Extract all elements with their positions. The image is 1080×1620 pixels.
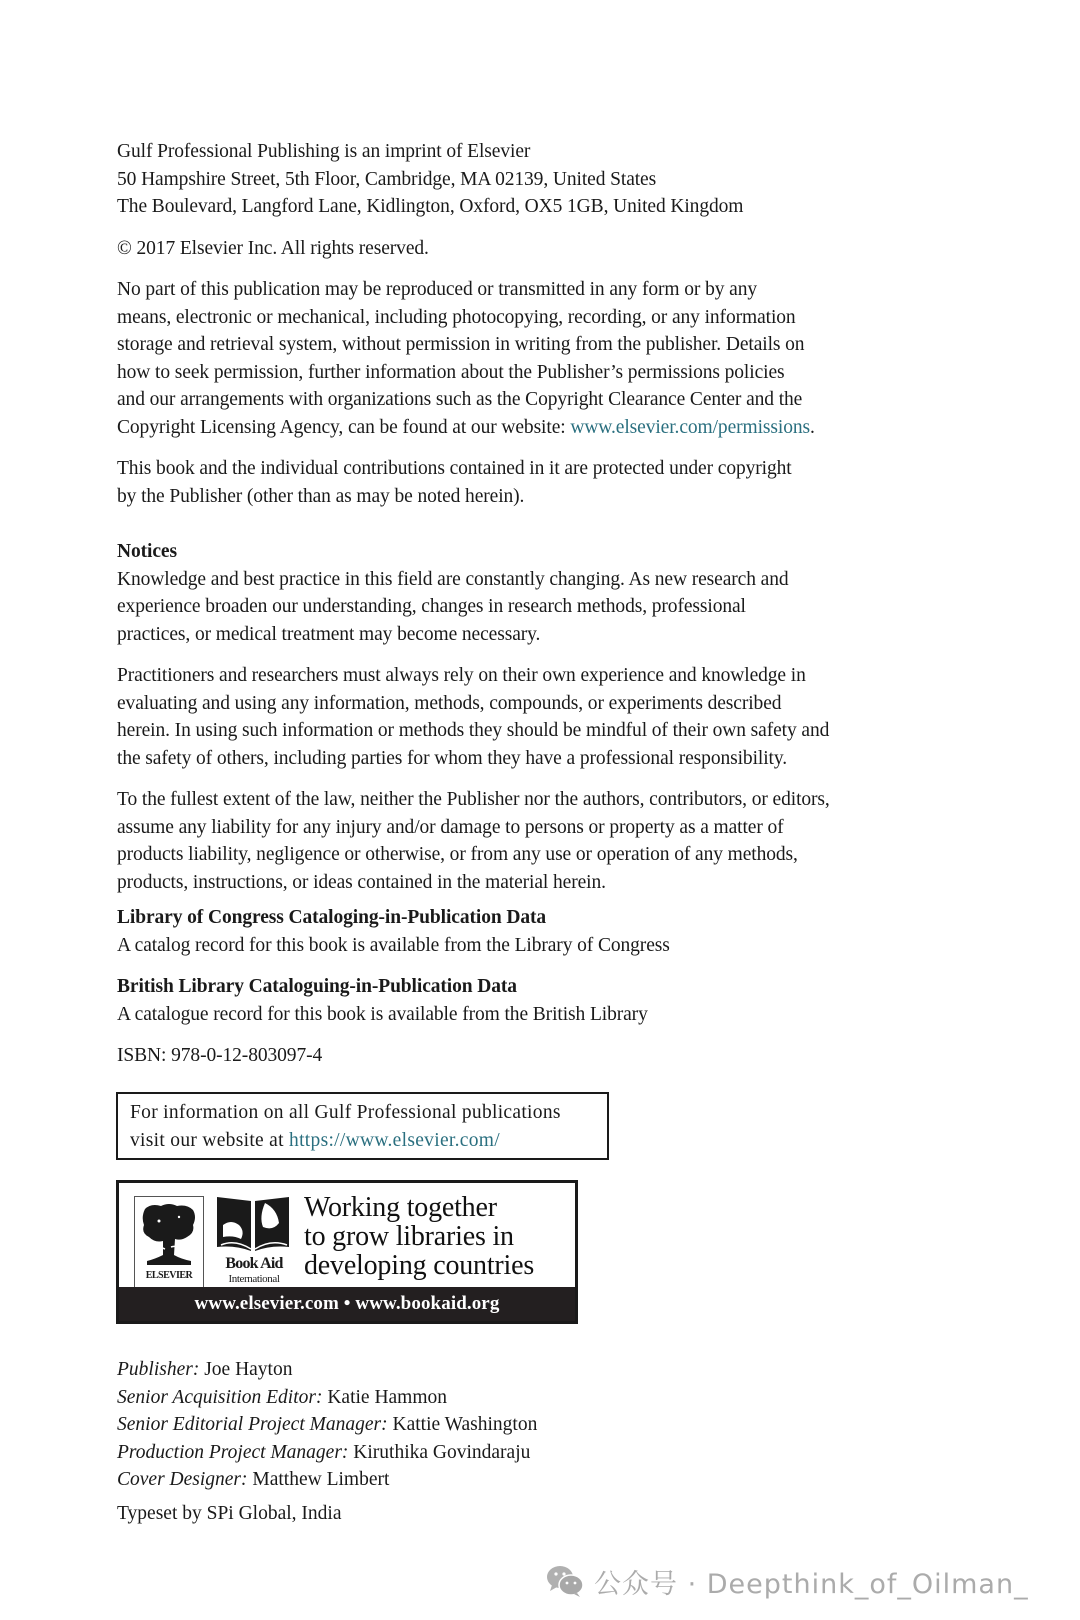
book-aid-footer-bar: www.elsevier.com • www.bookaid.org <box>119 1287 575 1321</box>
info-line: For information on all Gulf Professional publications <box>130 1102 561 1123</box>
text-line: Practitioners and researchers must always rely on their own experience and knowledge in <box>117 665 806 686</box>
book-aid-open-book-icon <box>215 1195 291 1253</box>
loc-text: A catalog record for this book is available from the Library of Congress <box>117 934 670 956</box>
credit-name: Kattie Washington <box>387 1414 538 1435</box>
credit-role: Production Project Manager: <box>117 1441 349 1463</box>
text-line: how to seek permission, further information about the Publisher’s permissions policies <box>117 361 785 383</box>
credit-role: Senior Acquisition Editor: <box>117 1386 323 1408</box>
protection-paragraph <box>117 455 937 510</box>
slogan-line: to grow libraries in <box>304 1221 514 1252</box>
credit-item <box>117 1384 537 1412</box>
copyright-page <box>117 138 937 1070</box>
credit-name: Katie Hammon <box>322 1386 448 1408</box>
credit-item <box>117 1356 537 1384</box>
watermark-label: 公众号 · Deepthink_of_Oilman_ <box>594 1568 1029 1600</box>
slogan-line: Working together <box>304 1192 497 1223</box>
text-line: assume any liability for any injury and/or damage to persons or property as a matter of <box>117 816 784 838</box>
book-aid-slogan <box>304 1193 534 1280</box>
text-line: means, electronic or mechanical, including photocopying, recording, or any information <box>117 306 796 328</box>
elsevier-tree-icon <box>141 1203 197 1267</box>
text-line: Knowledge and best practice in this field are constantly changing. As new research and <box>117 568 789 590</box>
text-fragment: Copyright Licensing Agency, can be found at our website: <box>117 416 571 438</box>
isbn: ISBN: 978-0-12-803097-4 <box>117 1045 323 1066</box>
book-aid-banner <box>116 1180 578 1324</box>
text-line: experience broaden our understanding, changes in research methods, professional <box>117 596 746 617</box>
info-line <box>130 1127 607 1155</box>
text-line: and our arrangements with organizations such as the Copyright Clearance Center and the <box>117 389 803 410</box>
typeset-credit: Typeset by SPi Global, India <box>117 1503 342 1524</box>
text-line <box>117 414 937 442</box>
slogan-line: developing countries <box>304 1250 535 1281</box>
notices-paragraph-3 <box>117 786 937 896</box>
credit-role: Publisher: <box>117 1359 200 1380</box>
text-line: This book and the individual contributions contained in it are protected under copyright <box>117 458 792 479</box>
text-line: products liability, negligence or otherwise, or from any use or operation of any methods, <box>117 844 798 865</box>
text-line: practices, or medical treatment may become necessary. <box>117 623 541 645</box>
notices-paragraph-2 <box>117 662 937 772</box>
elsevier-logo-label: ELSEVIER <box>145 1270 193 1281</box>
text-line: herein. In using such information or methods they should be mindful of their own safety and <box>117 720 830 741</box>
permissions-link[interactable]: www.elsevier.com/permissions <box>570 416 810 438</box>
credit-item <box>117 1439 537 1467</box>
imprint-line: Gulf Professional Publishing is an imprint of Elsevier <box>117 141 531 162</box>
book-aid-international-logo <box>215 1195 291 1289</box>
loc-heading: Library of Congress Cataloging-in-Publication Data <box>117 907 547 928</box>
credits-list <box>117 1356 537 1494</box>
text-line: products, instructions, or ideas contained in the material herein. <box>117 871 606 893</box>
credit-item <box>117 1466 537 1494</box>
copyright-notice: © 2017 Elsevier Inc. All rights reserved. <box>117 237 429 259</box>
text-fragment: . <box>810 416 815 438</box>
imprint-line: The Boulevard, Langford Lane, Kidlington, Oxford, OX5 1GB, United Kingdom <box>117 196 744 217</box>
credit-name: Matthew Limbert <box>247 1469 390 1490</box>
permissions-paragraph <box>117 276 937 441</box>
international-label: International <box>228 1273 280 1285</box>
credit-name: Joe Hayton <box>199 1359 293 1380</box>
credit-role: Senior Editorial Project Manager: <box>117 1414 388 1435</box>
text-line: the safety of others, including parties for whom they have a professional responsibility. <box>117 747 788 769</box>
book-aid-label: Book Aid <box>225 1255 283 1272</box>
text-line: by the Publisher (other than as may be noted herein). <box>117 485 525 507</box>
text-fragment: visit our website at <box>130 1130 290 1151</box>
text-line: To the fullest extent of the law, neither the Publisher nor the authors, contributors, or editors, <box>117 789 830 810</box>
bl-heading: British Library Cataloguing-in-Publication Data <box>117 976 517 997</box>
credit-name: Kiruthika Govindaraju <box>348 1441 531 1463</box>
watermark <box>546 1561 1029 1601</box>
bl-text: A catalogue record for this book is available from the British Library <box>117 1003 648 1025</box>
wechat-icon <box>546 1564 584 1598</box>
notices-paragraph-1 <box>117 566 937 649</box>
credit-item <box>117 1411 537 1439</box>
text-line: No part of this publication may be reproduced or transmitted in any form or by any <box>117 279 758 300</box>
text-line: evaluating and using any information, methods, compounds, or experiments described <box>117 692 782 714</box>
credit-role: Cover Designer: <box>117 1469 248 1490</box>
text-line: storage and retrieval system, without permission in writing from the publisher. Details on <box>117 334 805 355</box>
publications-info-box <box>116 1092 609 1160</box>
imprint-block <box>117 138 937 221</box>
elsevier-website-link[interactable]: https://www.elsevier.com/ <box>289 1130 500 1151</box>
notices-heading: Notices <box>117 541 177 562</box>
elsevier-logo <box>134 1196 204 1288</box>
imprint-line: 50 Hampshire Street, 5th Floor, Cambridge, MA 02139, United States <box>117 168 657 190</box>
